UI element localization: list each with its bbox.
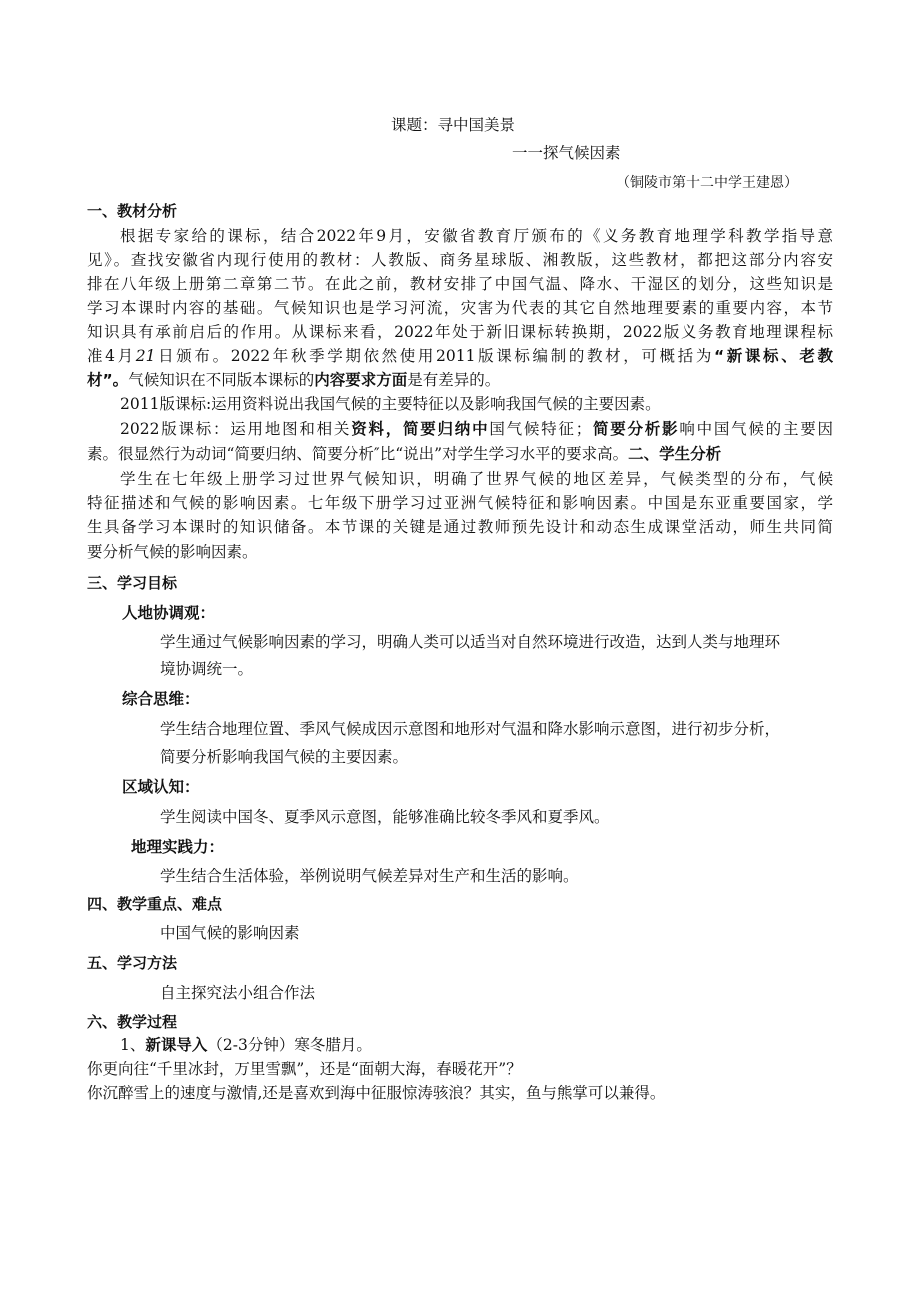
author-line: （铜陵市第十二中学王建恩）: [616, 175, 798, 191]
section-heading-5: 五、学习方法: [87, 954, 178, 972]
lesson-subtitle: 一一探气候因素: [512, 144, 621, 162]
section-heading-2: 二、学生分析: [628, 445, 722, 463]
goal-text: 学生结合生活体验，举例说明气候差异对生产和生活的影响。: [160, 867, 579, 885]
goal-text: 学生结合地理位置、季风气候成因示意图和地形对气温和降水影响示意图，进行初步分析，: [160, 720, 781, 738]
text-run-bold: “新课标、老教: [713, 347, 833, 365]
goal-title: 人地协调观：: [122, 604, 216, 622]
text-run-bold: 资料，简要归纳中: [351, 420, 490, 438]
text-run: 国气候特征；: [489, 420, 592, 438]
text-run-bold: 材”。: [87, 371, 129, 389]
paragraph-line: 见》。查找安徽省内现行使用的教材：人教版、商务星球版、湘教版，这些教材，都把这部分内容安: [87, 251, 833, 269]
text-run: 日颁布。2022年秋季学期依然使用2011版课标编制的教材，可概括为: [155, 347, 714, 365]
text-run-bold: 简要分析影: [591, 420, 680, 438]
paragraph-line: 知识具有承前启后的作用。从课标来看，2022年处于新旧课标转换期，2022版义务教育地理课程标: [87, 323, 833, 341]
paragraph-line: 2011版课标:运用资料说出我国气候的主要特征以及影响我国气候的主要因素。: [120, 395, 661, 413]
paragraph-line: [87, 443, 721, 465]
section-heading-6: 六、教学过程: [87, 1013, 178, 1031]
paragraph-line: 特征描述和气候的影响因素。七年级下册学习过亚洲气候特征和影响因素。中国是东亚重要国家，学: [87, 494, 833, 512]
section-text: 自主探究法小组合作法: [160, 984, 316, 1002]
goal-title: 综合思维：: [122, 690, 200, 708]
text-run: 2022版课标：运用地图和相关: [120, 420, 352, 438]
section-heading-4: 四、教学重点、难点: [87, 895, 223, 913]
text-run: 气候知识在不同版本课标的: [128, 371, 315, 389]
goal-text: 学生通过气候影响因素的学习，明确人类可以适当对自然环境进行改造，达到人类与地理环: [160, 633, 781, 651]
step-title: 新课导入: [145, 1036, 208, 1054]
goal-text: 境协调统一。: [160, 660, 254, 678]
paragraph-line: [87, 345, 833, 367]
question-line: 你更向往“千里冰封，万里雪飘”，还是“面朝大海，春暖花开”？: [87, 1060, 522, 1078]
paragraph-line: [120, 418, 833, 440]
text-run: 是有差异的。: [407, 371, 501, 389]
paragraph-line: 要分析气候的影响因素。: [87, 543, 258, 561]
goal-text: 简要分析影响我国气候的主要因素。: [160, 748, 409, 766]
goal-title: 地理实践力：: [131, 838, 225, 856]
goal-title: 区域认知：: [122, 778, 200, 796]
paragraph-line: [87, 369, 500, 391]
paragraph-line: 学习本课时内容的基础。气候知识也是学习河流，灾害为代表的其它自然地理要素的重要内容，本节: [87, 299, 833, 317]
paragraph-line: 学生在七年级上册学习过世界气候知识，明确了世界气候的地区差异，气候类型的分布，气候: [120, 470, 833, 488]
step-detail: （2-3分钟）寒冬腊月。: [207, 1036, 372, 1054]
paragraph-line: 根据专家给的课标，结合2022年9月，安徽省教育厅颁布的《义务教育地理学科教学指导意: [120, 227, 833, 245]
text-run-bold: 内容要求方面: [314, 371, 408, 389]
section-heading-3: 三、学习目标: [87, 574, 178, 592]
text-run: 素。很显然行为动词“简要归纳、简要分析″比“说出”对学生学习水平的要求高。: [87, 445, 629, 463]
paragraph-line: 生具备学习本课时的知识储备。本节课的关键是通过教师预先设计和动态生成课堂活动，师生共同简: [87, 518, 833, 536]
goal-text: 学生阅读中国冬、夏季风示意图，能够准确比较冬季风和夏季风。: [160, 808, 610, 826]
paragraph-line: 排在八年级上册第二章第二节。在此之前，教材安排了中国气温、降水、干湿区的划分，这些知识是: [87, 275, 833, 293]
text-run: 准4月: [87, 347, 136, 365]
step-number: 1、: [120, 1036, 146, 1054]
section-heading-1: 一、教材分析: [87, 202, 178, 220]
step-line: [120, 1034, 372, 1056]
section-text: 中国气候的影响因素: [160, 924, 300, 942]
lesson-title: 课题：寻中国美景: [391, 116, 516, 134]
text-run: 响中国气候的主要因: [679, 420, 833, 438]
question-line: 你沉醉雪上的速度与激情,还是喜欢到海中征服惊涛骇浪？其实，鱼与熊掌可以兼得。: [87, 1084, 666, 1102]
text-run-italic: 21: [135, 347, 156, 365]
